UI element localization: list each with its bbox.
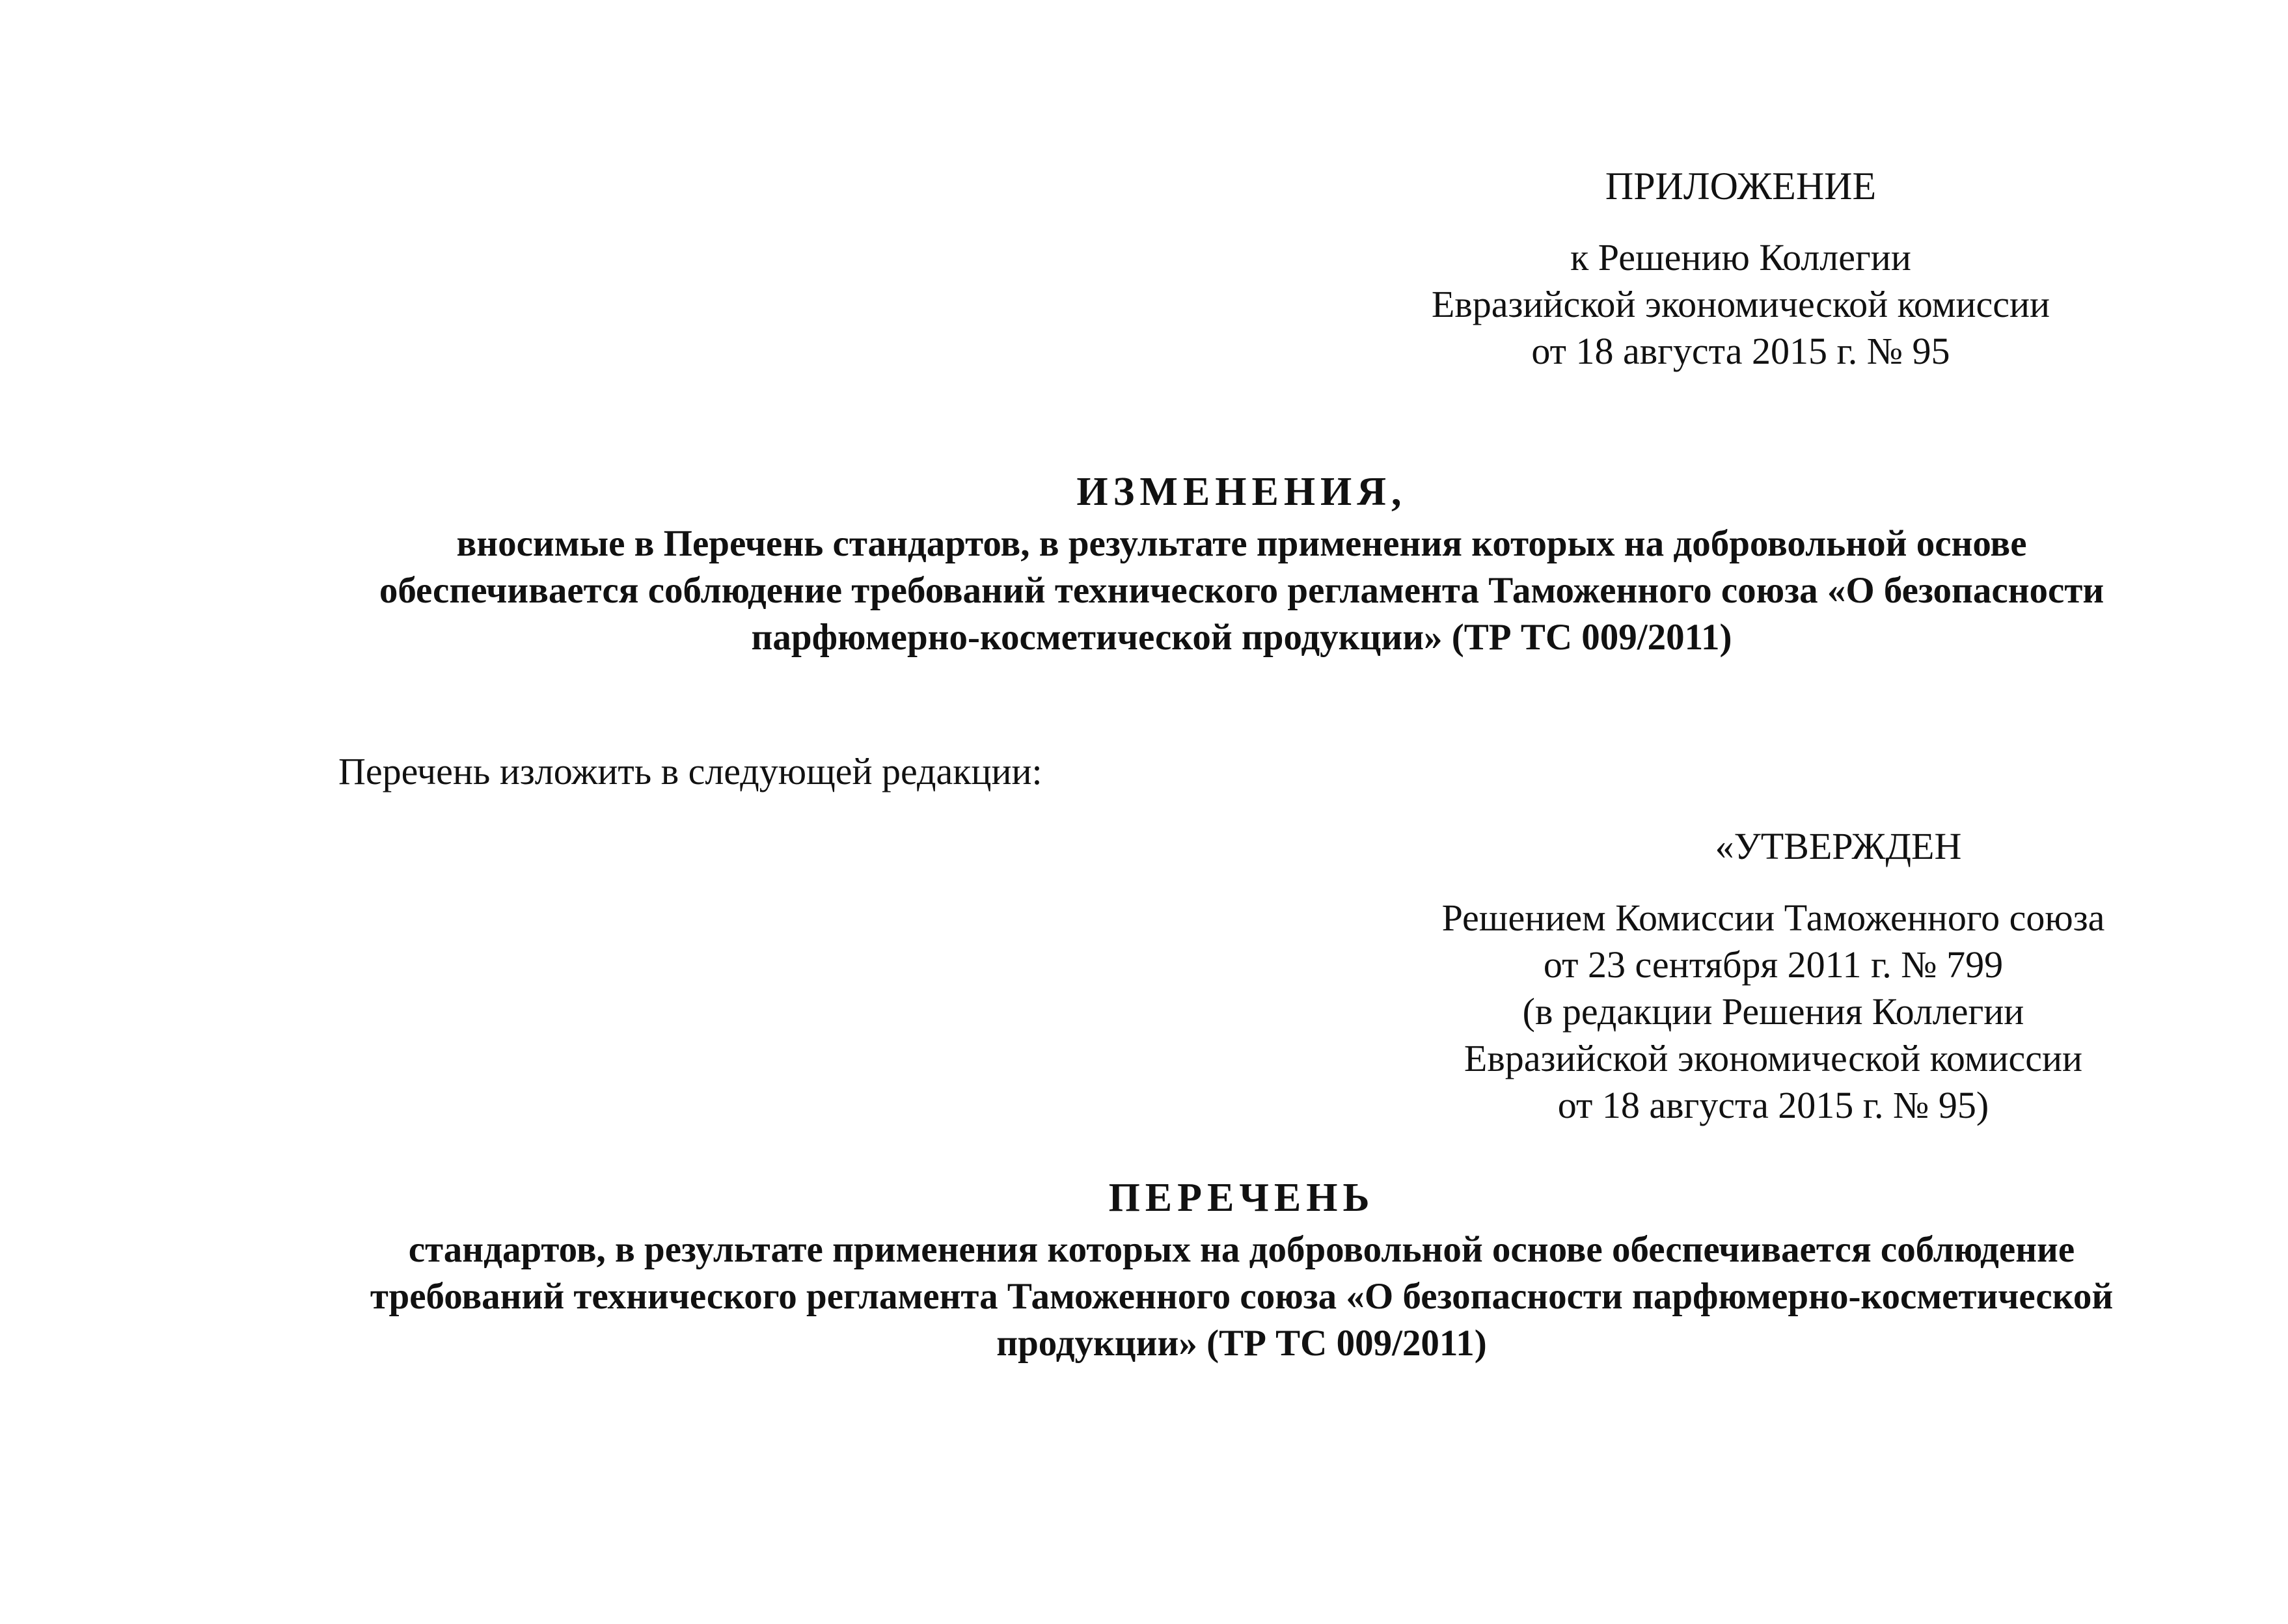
list-subtitle-line-3: продукции» (ТР ТС 009/2011) — [996, 1323, 1487, 1364]
changes-heading: ИЗМЕНЕНИЯ, — [1076, 470, 1407, 514]
approved-title: «УТВЕРЖДЕН — [1715, 825, 1962, 867]
list-subtitle — [195, 1226, 2288, 1367]
approved-reference-line-3: (в редакции Решения Коллегии — [1522, 990, 2024, 1033]
instruction-text: Перечень изложить в следующей редакции: — [338, 750, 1042, 792]
changes-subtitle-line-3: парфюмерно-косметической продукции» (ТР ТС 009/2011) — [751, 617, 1732, 658]
list-subtitle-line-1: стандартов, в результате применения которых на добровольной основе обеспечивается соблюдение — [408, 1229, 2075, 1270]
approved-reference-line-1: Решением Комиссии Таможенного союза — [1441, 897, 2105, 939]
annex-reference — [1301, 234, 2180, 375]
approved-reference-line-2: от 23 сентября 2011 г. № 799 — [1543, 943, 2004, 986]
list-heading: ПЕРЕЧЕНЬ — [1108, 1176, 1375, 1220]
changes-subtitle — [195, 521, 2288, 661]
annex-reference-line-1: к Решению Коллегии — [1570, 236, 1911, 278]
approved-reference-line-5: от 18 августа 2015 г. № 95) — [1557, 1084, 1989, 1126]
changes-subtitle-line-1: вносимые в Перечень стандартов, в результате применения которых на добровольной основе — [456, 523, 2027, 564]
annex-title: ПРИЛОЖЕНИЕ — [1605, 165, 1877, 208]
changes-subtitle-line-2: обеспечивается соблюдение требований технического регламента Таможенного союза «О безопасности — [379, 570, 2104, 611]
approved-reference — [1334, 895, 2213, 1129]
list-subtitle-line-2: требований технического регламента Таможенного союза «О безопасности парфюмерно-косметической — [370, 1276, 2114, 1317]
annex-reference-line-3: от 18 августа 2015 г. № 95 — [1531, 330, 1950, 372]
approved-reference-line-4: Евразийской экономической комиссии — [1464, 1037, 2083, 1079]
annex-reference-line-2: Евразийской экономической комиссии — [1431, 283, 2050, 325]
